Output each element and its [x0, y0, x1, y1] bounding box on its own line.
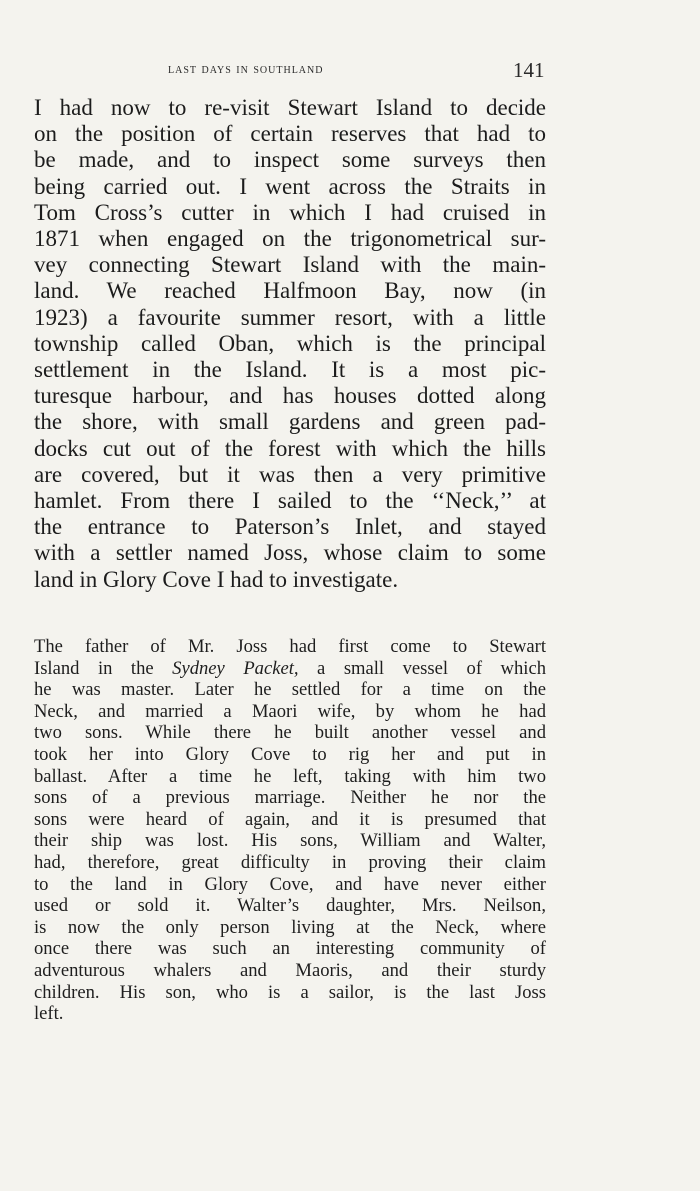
main-line: township called Oban, which is the principal [34, 330, 546, 356]
main-line: land in Glory Cove I had to investigate. [34, 566, 399, 592]
note-line: he was master. Later he settled for a time on the [34, 679, 546, 701]
main-line: vey connecting Stewart Island with the main- [34, 252, 546, 278]
note-line: adventurous whalers and Maoris, and their sturdy [34, 959, 546, 981]
note-line: once there was such an interesting community of [34, 938, 546, 960]
main-line: Tom Cross’s cutter in which I had cruised in [34, 199, 546, 225]
main-line: the shore, with small gardens and green pad- [34, 409, 546, 435]
main-line: being carried out. I went across the Straits in [34, 173, 546, 199]
main-line: are covered, but it was then a very primitive [34, 461, 546, 487]
main-line: settlement in the Island. It is a most pic- [34, 357, 546, 383]
running-head: last days in southland [168, 62, 324, 77]
main-paragraph [34, 95, 546, 593]
note-line: to the land in Glory Cove, and have never either [34, 873, 546, 895]
note-line: sons of a previous marriage. Neither he nor the [34, 787, 546, 809]
main-line: docks cut out of the forest with which the hills [34, 435, 546, 461]
main-line: I had now to re-visit Stewart Island to decide [34, 95, 546, 120]
note-line: Neck, and married a Maori wife, by whom he had [34, 700, 546, 722]
main-line: on the position of certain reserves that had to [34, 121, 546, 147]
note-line: left. [34, 1003, 64, 1025]
note-text: Island in the [34, 657, 173, 679]
main-line: 1871 when engaged on the trigonometrical sur- [34, 226, 546, 252]
note-line: The father of Mr. Joss had first come to Stewart [34, 636, 546, 657]
note-line-with-ship-name [34, 658, 546, 680]
note-text: a small vessel of which [298, 657, 546, 679]
main-line: the entrance to Paterson’s Inlet, and stayed [34, 514, 546, 540]
main-line: 1923) a favourite summer resort, with a little [34, 304, 546, 330]
note-line: children. His son, who is a sailor, is the last Joss [34, 981, 546, 1003]
note-line: is now the only person living at the Neck, where [34, 916, 546, 938]
ship-name: Sydney Packet, [172, 657, 299, 679]
main-line: turesque harbour, and has houses dotted along [34, 383, 546, 409]
note-line: took her into Glory Cove to rig her and put in [34, 743, 546, 765]
main-line: with a settler named Joss, whose claim to some [34, 540, 546, 566]
main-line: hamlet. From there I sailed to the ‘‘Neck,’’ at [34, 488, 546, 514]
main-line: land. We reached Halfmoon Bay, now (in [34, 278, 546, 304]
note-line: their ship was lost. His sons, William and Walter, [34, 830, 546, 852]
main-line: be made, and to inspect some surveys then [34, 147, 546, 173]
note-line: had, therefore, great difficulty in proving their claim [34, 851, 546, 873]
note-line: ballast. After a time he left, taking with him two [34, 765, 546, 787]
note-line: sons were heard of again, and it is presumed that [34, 808, 546, 830]
page-number: 141 [513, 58, 545, 82]
note-paragraph [34, 636, 546, 1025]
note-line: used or sold it. Walter’s daughter, Mrs. Neilson, [34, 895, 546, 917]
note-line: two sons. While there he built another vessel and [34, 722, 546, 744]
